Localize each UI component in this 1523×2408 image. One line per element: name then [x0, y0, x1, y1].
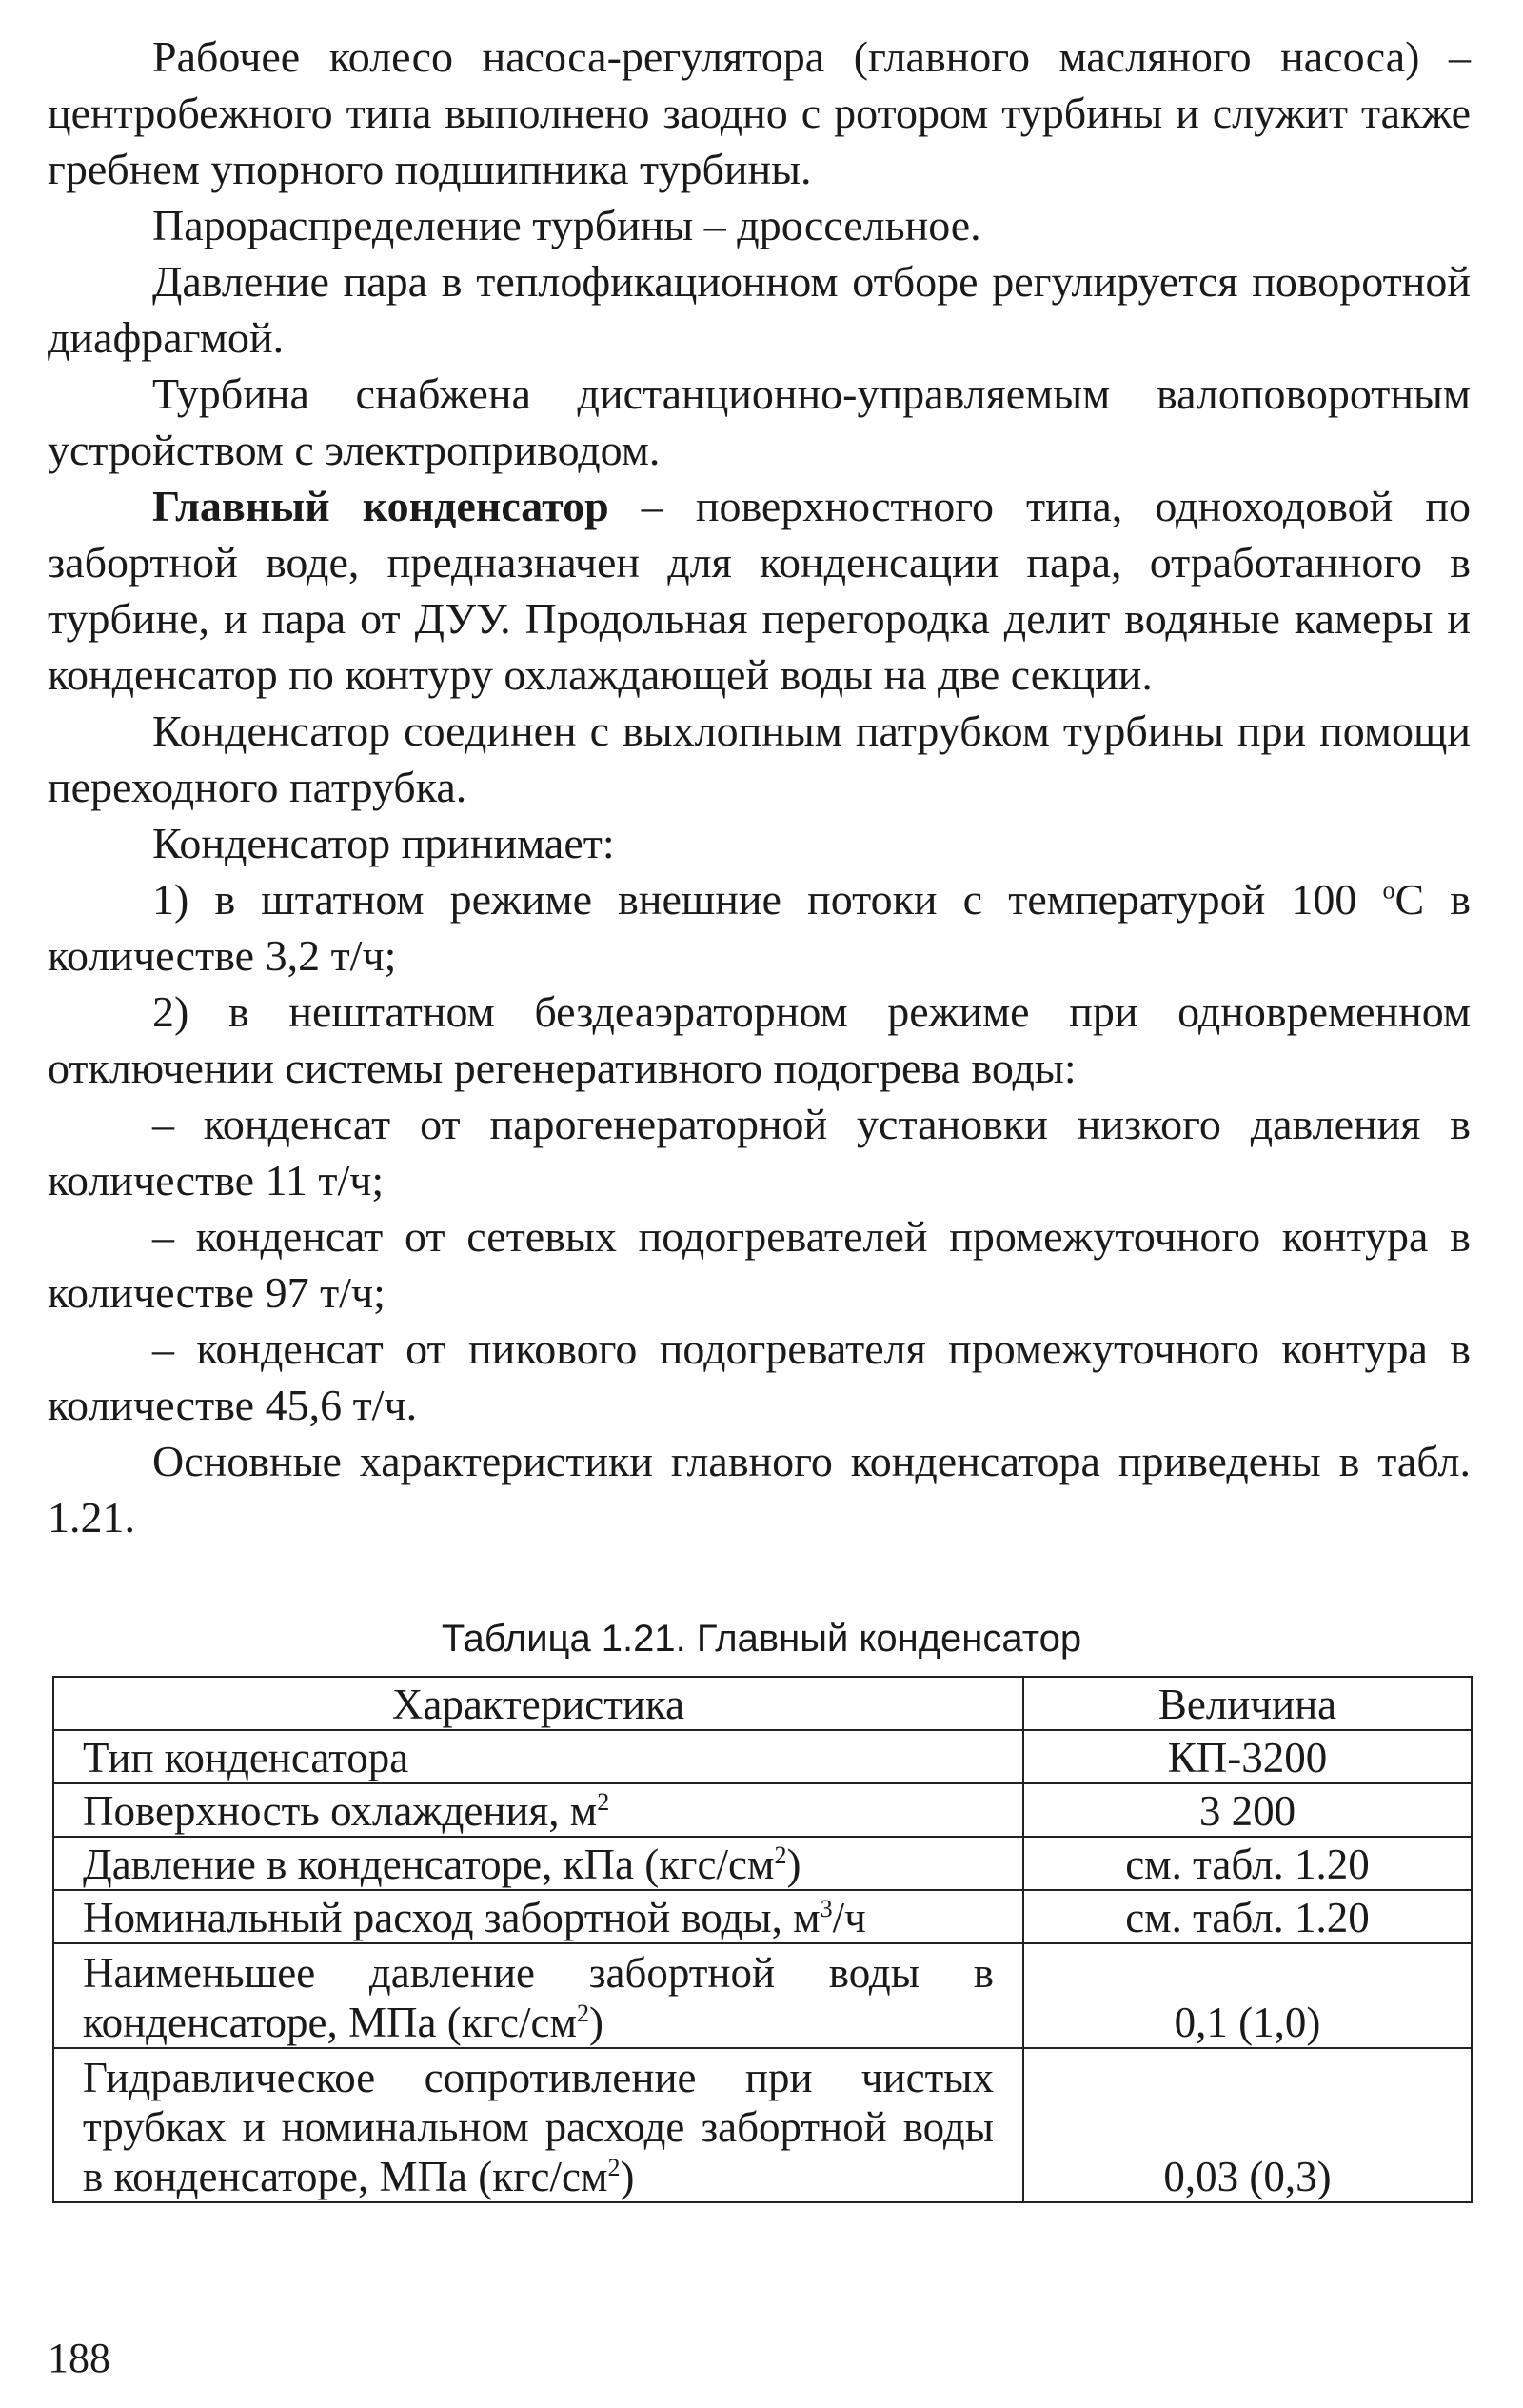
degree-mark: o [1382, 876, 1395, 905]
row-label: Наименьшее давление забортной воды в конденсаторе, МПа $(кгс/см^2)$ [53, 1943, 1023, 2048]
table-caption: Таблица 1.21. Главный конденсатор [441, 1618, 1082, 1660]
row-label: Давление в конденсаторе, кПа $(кгс/см^2)$ [53, 1837, 1023, 1890]
body-text [48, 29, 1471, 1545]
paragraph-condenser-connection: Конденсатор соединен с выхлопным патрубком турбины при помощи переходного патрубка. [48, 706, 1471, 811]
paragraph-steam-distribution: Парораспределение турбины – дроссельное. [152, 201, 981, 249]
row-value: 0,03 (0,3) [1023, 2048, 1472, 2202]
row-value: 0,1 (1,0) [1023, 1943, 1472, 2048]
table-row [53, 1943, 1472, 2048]
page-number: 188 [48, 2335, 110, 2381]
list-item-network-heaters-condensate: – конденсат от сетевых подогревателей промежуточного контура в количестве 97 т/ч; [48, 1212, 1471, 1317]
paragraph-impeller: Рабочее колесо насоса-регулятора (главного масляного насоса) – центробежного типа выполнено заодно с ротором турбины и служит также гребнем упорного подшипника турбины. [48, 32, 1471, 193]
paragraph-table-reference: Основные характеристики главного конденсатора приведены в табл. 1.21. [48, 1437, 1471, 1542]
main-condenser-description: – поверхностного типа, одноходовой по забортной воде, предназначен для конденсации пара, отработанного в турбине, и пара от ДУУ. Продольная перегородка делит водяные камеры и конденсатор по контуру охлаждающей воды на две секции. [48, 482, 1471, 699]
table-row [53, 2048, 1472, 2202]
table-row [53, 1890, 1472, 1943]
list-item-low-pressure-condensate: – конденсат от парогенераторной установки низкого давления в количестве 11 т/ч; [48, 1100, 1471, 1204]
list-item-peak-heater-condensate: – конденсат от пикового подогревателя промежуточного контура в количестве 45,6 т/ч. [48, 1324, 1471, 1429]
row-label: Тип конденсатора [53, 1730, 1023, 1783]
table-row [53, 1837, 1472, 1890]
list-item-emergency-mode: 2) в нештатном бездеаэраторном режиме при одновременном отключении системы регенеративного подогрева воды: [48, 987, 1471, 1092]
row-value: см. табл. 1.20 [1023, 1890, 1472, 1943]
main-condenser-term: Главный конденсатор [152, 482, 609, 530]
paragraph-condenser-accepts: Конденсатор принимает: [152, 819, 615, 867]
header-characteristic: Характеристика [53, 1677, 1023, 1730]
condenser-spec-table [52, 1676, 1473, 2203]
paragraph-main-condenser [48, 478, 1471, 703]
row-label: Гидравлическое сопротивление при чистых трубках и номинальном расходе забортной воды в конденсаторе, МПа $(кгс/см^2)$ [53, 2048, 1023, 2202]
list-item-normal-mode: 1) в штатном режиме внешние потоки с температурой 100 $^o$С в количестве 3,2 т/ч; [48, 875, 1471, 980]
row-label: Поверхность охлаждения, $м^2$ [53, 1783, 1023, 1837]
row-value: см. табл. 1.20 [1023, 1837, 1472, 1890]
paragraph-extraction-pressure: Давление пара в теплофикационном отборе регулируется поворотной диафрагмой. [48, 257, 1471, 362]
table-header-row [53, 1677, 1472, 1730]
table-row [53, 1730, 1472, 1783]
paragraph-turning-gear: Турбина снабжена дистанционно-управляемым валоповоротным устройством с электроприводом. [48, 369, 1471, 474]
row-value: КП-3200 [1023, 1730, 1472, 1783]
row-value: 3 200 [1023, 1783, 1472, 1837]
table-row [53, 1783, 1472, 1837]
header-value: Величина [1023, 1677, 1472, 1730]
row-label: Номинальный расход забортной воды, $м^3/ч$ [53, 1890, 1023, 1943]
